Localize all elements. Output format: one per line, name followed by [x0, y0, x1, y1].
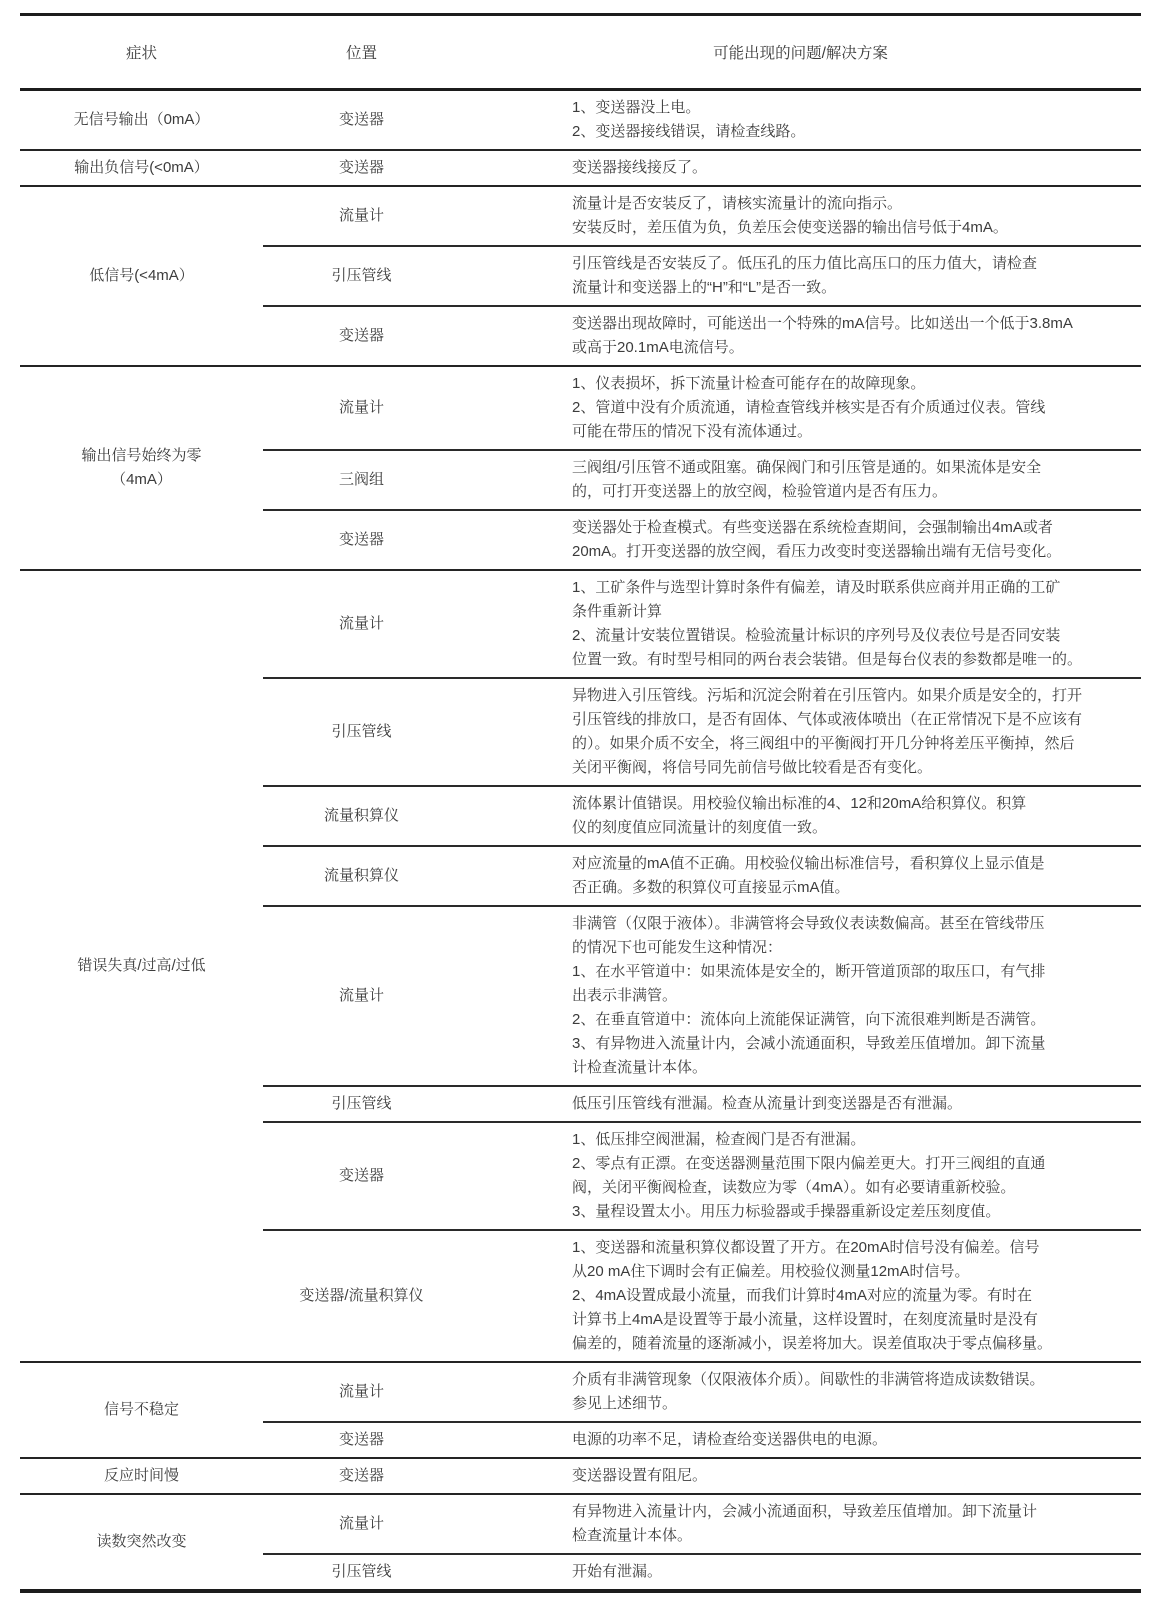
header-row	[20, 15, 1141, 90]
problem-line: 电源的功率不足，请检查给变送器供电的电源。	[572, 1431, 888, 1448]
symptom-cell	[20, 570, 263, 1362]
problem-line: 1、变送器没上电。	[572, 99, 701, 116]
problem-line: 计算书上4mA是设置等于最小流量，这样设置时，在刻度流量时是没有	[572, 1311, 1038, 1328]
problem-line: 的情况下也可能发生这种情况：	[572, 939, 783, 956]
table-row	[20, 1458, 1141, 1494]
problem-line: 2、变送器接线错误，请检查线路。	[572, 123, 806, 140]
symptom-cell	[20, 1494, 263, 1591]
symptom-line: 读数突然改变	[96, 1533, 187, 1550]
problem-cell	[460, 1362, 1141, 1422]
symptom-cell	[20, 1458, 263, 1494]
problem-cell	[460, 906, 1141, 1086]
location-cell: 引压管线	[263, 1554, 460, 1591]
problem-line: 可能在带压的情况下没有流体通过。	[572, 423, 813, 440]
problem-cell	[460, 1122, 1141, 1230]
problem-cell	[460, 1458, 1141, 1494]
location-cell: 变送器/流量积算仪	[263, 1230, 460, 1362]
problem-line: 流体累计值错误。用校验仪输出标准的4、12和20mA给积算仪。积算	[572, 795, 1027, 812]
problem-line: 关闭平衡阀，将信号同先前信号做比较看是否有变化。	[572, 759, 933, 776]
problem-cell	[460, 366, 1141, 450]
problem-line: 或高于20.1mA电流信号。	[572, 339, 744, 356]
problem-cell	[460, 1554, 1141, 1591]
table-row	[20, 366, 1141, 450]
table-header	[20, 15, 1141, 90]
problem-line: 出表示非满管。	[572, 987, 678, 1004]
problem-line: 变送器出现故障时，可能送出一个特殊的mA信号。比如送出一个低于3.8mA	[572, 315, 1073, 332]
symptom-line: 输出信号始终为零	[81, 447, 202, 464]
symptom-line: 输出负信号(<0mA）	[74, 159, 209, 176]
problem-line: 变送器接线接反了。	[572, 159, 708, 176]
problem-line: 变送器设置有阻尼。	[572, 1467, 708, 1484]
problem-line: 三阀组/引压管不通或阻塞。确保阀门和引压管是通的。如果流体是安全	[572, 459, 1042, 476]
problem-cell	[460, 1494, 1141, 1554]
location-cell: 引压管线	[263, 246, 460, 306]
problem-cell	[460, 846, 1141, 906]
symptom-line: 错误失真/过高/过低	[77, 957, 206, 974]
problem-line: 1、低压排空阀泄漏，检查阀门是否有泄漏。	[572, 1131, 866, 1148]
problem-line: 流量计是否安装反了，请核实流量计的流向指示。	[572, 195, 903, 212]
table-row	[20, 150, 1141, 186]
troubleshooting-table	[20, 13, 1141, 1593]
location-cell: 变送器	[263, 306, 460, 366]
problem-line: 从20 mA住下调时会有正偏差。用校验仪测量12mA时信号。	[572, 1263, 970, 1280]
location-cell: 流量计	[263, 186, 460, 246]
problem-line: 2、流量计安装位置错误。检验流量计标识的序列号及仪表位号是否同安装	[572, 627, 1061, 644]
problem-line: 1、仪表损坏，拆下流量计检查可能存在的故障现象。	[572, 375, 926, 392]
problem-line: 有异物进入流量计内，会减小流通面积，导致差压值增加。卸下流量计	[572, 1503, 1038, 1520]
table-row	[20, 1362, 1141, 1422]
location-cell: 流量积算仪	[263, 846, 460, 906]
problem-line: 仪的刻度值应同流量计的刻度值一致。	[572, 819, 828, 836]
problem-line: 的）。如果介质不安全，将三阀组中的平衡阀打开几分钟将差压平衡掉，然后	[572, 735, 1075, 752]
problem-line: 偏差的，随着流量的逐渐减小，误差将加大。误差值取决于零点偏移量。	[572, 1335, 1053, 1352]
symptom-cell	[20, 1362, 263, 1458]
table-row	[20, 570, 1141, 678]
problem-line: 1、变送器和流量积算仪都设置了开方。在20mA时信号没有偏差。信号	[572, 1239, 1040, 1256]
location-cell: 流量计	[263, 1494, 460, 1554]
symptom-cell	[20, 150, 263, 186]
problem-line: 20mA。打开变送器的放空阀，看压力改变时变送器输出端有无信号变化。	[572, 543, 1062, 560]
symptom-cell	[20, 90, 263, 151]
problem-line: 2、在垂直管道中：流体向上流能保证满管，向下流很难判断是否满管。	[572, 1011, 1046, 1028]
problem-line: 的，可打开变送器上的放空阀，检验管道内是否有压力。	[572, 483, 948, 500]
problem-line: 引压管线的排放口，是否有固体、气体或液体喷出（在正常情况下是不应该有	[572, 711, 1083, 728]
table-row	[20, 186, 1141, 246]
header-symptom: 症状	[20, 15, 263, 90]
problem-line: 对应流量的mA值不正确。用校验仪输出标准信号，看积算仪上显示值是	[572, 855, 1045, 872]
problem-cell	[460, 1086, 1141, 1122]
table-body	[20, 90, 1141, 1592]
location-cell: 流量计	[263, 366, 460, 450]
problem-line: 3、量程设置太小。用压力标验器或手操器重新设定差压刻度值。	[572, 1203, 1001, 1220]
problem-cell	[460, 246, 1141, 306]
problem-cell	[460, 1230, 1141, 1362]
problem-line: 计检查流量计本体。	[572, 1059, 708, 1076]
location-cell: 变送器	[263, 1422, 460, 1458]
location-cell: 流量计	[263, 570, 460, 678]
problem-line: 低压引压管线有泄漏。检查从流量计到变送器是否有泄漏。	[572, 1095, 963, 1112]
problem-cell	[460, 186, 1141, 246]
location-cell: 引压管线	[263, 1086, 460, 1122]
location-cell: 流量积算仪	[263, 786, 460, 846]
location-cell: 变送器	[263, 510, 460, 570]
problem-cell	[460, 450, 1141, 510]
problem-line: 2、零点有正漂。在变送器测量范围下限内偏差更大。打开三阀组的直通	[572, 1155, 1046, 1172]
problem-line: 2、管道中没有介质流通，请检查管线并核实是否有介质通过仪表。管线	[572, 399, 1046, 416]
problem-cell	[460, 786, 1141, 846]
location-cell: 三阀组	[263, 450, 460, 510]
location-cell: 变送器	[263, 90, 460, 151]
problem-line: 安装反时，差压值为负，负差压会使变送器的输出信号低于4mA。	[572, 219, 1008, 236]
location-cell: 流量计	[263, 1362, 460, 1422]
location-cell: 变送器	[263, 1458, 460, 1494]
problem-line: 1、在水平管道中：如果流体是安全的，断开管道顶部的取压口，有气排	[572, 963, 1046, 980]
problem-line: 阀，关闭平衡阀检查，读数应为零（4mA）。如有必要请重新校验。	[572, 1179, 1016, 1196]
header-location: 位置	[263, 15, 460, 90]
problem-line: 位置一致。有时型号相同的两台表会装错。但是每台仪表的参数都是唯一的。	[572, 651, 1083, 668]
problem-cell	[460, 510, 1141, 570]
problem-line: 参见上述细节。	[572, 1395, 678, 1412]
location-cell: 流量计	[263, 906, 460, 1086]
location-cell: 变送器	[263, 1122, 460, 1230]
problem-line: 开始有泄漏。	[572, 1563, 663, 1580]
problem-cell	[460, 570, 1141, 678]
symptom-line: 低信号(<4mA）	[89, 267, 194, 284]
problem-cell	[460, 1422, 1141, 1458]
table-row	[20, 1494, 1141, 1554]
location-cell: 变送器	[263, 150, 460, 186]
symptom-line: 无信号输出（0mA）	[73, 111, 210, 128]
problem-cell	[460, 90, 1141, 151]
symptom-line: 反应时间慢	[103, 1467, 179, 1484]
problem-line: 非满管（仅限于液体）。非满管将会导致仪表读数偏高。甚至在管线带压	[572, 915, 1045, 932]
symptom-line: 信号不稳定	[103, 1401, 179, 1418]
problem-line: 介质有非满管现象（仅限液体介质）。间歇性的非满管将造成读数错误。	[572, 1371, 1045, 1388]
problem-cell	[460, 306, 1141, 366]
problem-line: 检查流量计本体。	[572, 1527, 693, 1544]
symptom-cell	[20, 186, 263, 366]
location-cell: 引压管线	[263, 678, 460, 786]
header-problem: 可能出现的问题/解决方案	[460, 15, 1141, 90]
problem-line: 1、工矿条件与选型计算时条件有偏差，请及时联系供应商并用正确的工矿	[572, 579, 1061, 596]
table-row	[20, 90, 1141, 151]
problem-line: 否正确。多数的积算仪可直接显示mA值。	[572, 879, 850, 896]
problem-line: 变送器处于检查模式。有些变送器在系统检查期间，会强制输出4mA或者	[572, 519, 1053, 536]
problem-line: 3、有异物进入流量计内，会减小流通面积，导致差压值增加。卸下流量	[572, 1035, 1046, 1052]
problem-line: 异物进入引压管线。污垢和沉淀会附着在引压管内。如果介质是安全的，打开	[572, 687, 1083, 704]
symptom-cell	[20, 366, 263, 570]
problem-line: 条件重新计算	[572, 603, 663, 620]
problem-line: 流量计和变送器上的“H”和“L”是否一致。	[572, 279, 837, 296]
problem-line: 引压管线是否安装反了。低压孔的压力值比高压口的压力值大，请检查	[572, 255, 1038, 272]
problem-cell	[460, 678, 1141, 786]
problem-line: 2、4mA设置成最小流量，而我们计算时4mA对应的流量为零。有时在	[572, 1287, 1033, 1304]
symptom-line: （4mA）	[111, 471, 172, 488]
problem-cell	[460, 150, 1141, 186]
